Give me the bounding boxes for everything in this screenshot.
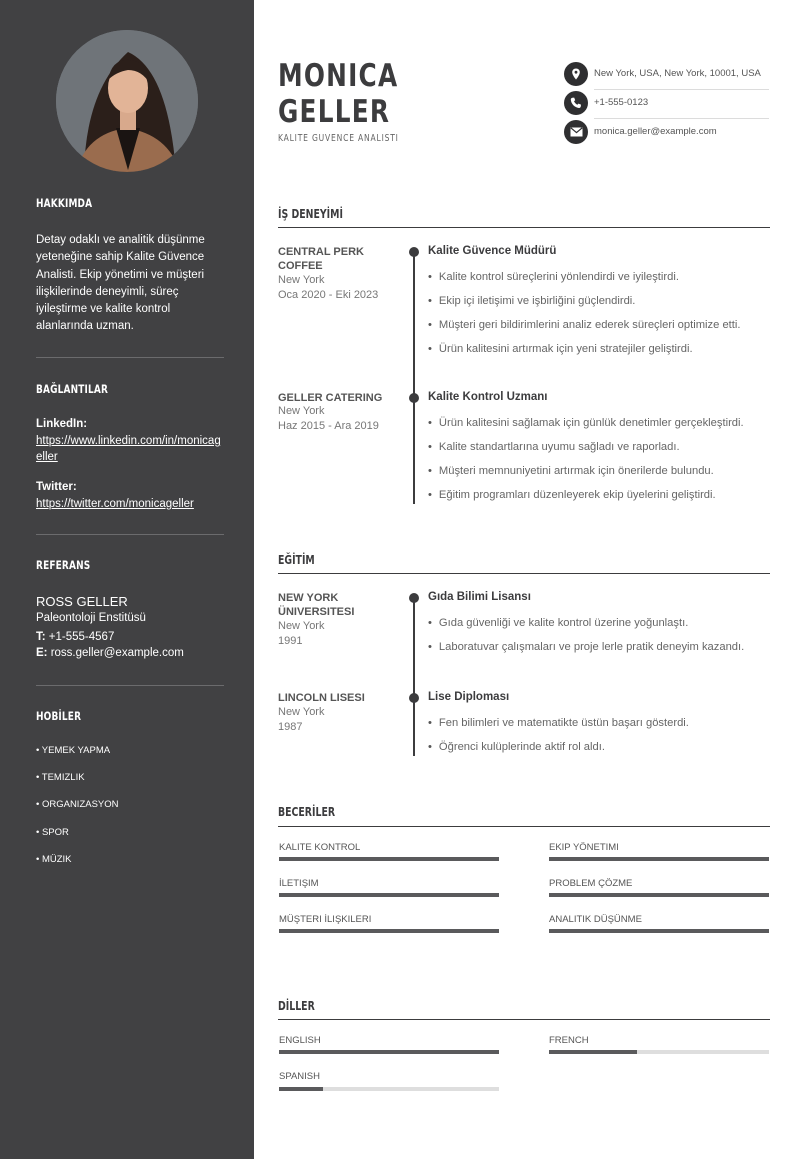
- linkedin-label: LinkedIn:: [36, 418, 88, 430]
- education-school: NEW YORK ÜNIVERSITESI: [278, 592, 355, 618]
- section-rule: [278, 1019, 770, 1020]
- hobby-item: • MÜZIK: [36, 854, 72, 865]
- reference-email-value: ross.geller@example.com: [50, 647, 184, 659]
- job-title: KALITE GÜVENCE ANALISTI: [278, 133, 399, 144]
- section-rule: [278, 227, 770, 228]
- language-bar-fill: [549, 1050, 637, 1054]
- skill-label: EKIP YÖNETIMI: [549, 842, 619, 853]
- skill-bar: [279, 857, 499, 861]
- timeline-dot: [409, 593, 419, 603]
- education-heading: EĞİTİM: [278, 553, 315, 567]
- contact-email: [564, 119, 769, 147]
- hobby-item: • YEMEK YAPMA: [36, 745, 111, 756]
- experience-bullet: • Müşteri memnuniyetini artırmak için önerilerde bulundu.: [428, 465, 714, 477]
- experience-role: Kalite Güvence Müdürü: [428, 245, 557, 257]
- education-bullet: • Laboratuvar çalışmaları ve proje lerle pratik deneyim kazandı.: [428, 641, 744, 653]
- education-bullet: • Gıda güvenliği ve kalite kontrol üzerine yoğunlaştı.: [428, 617, 688, 629]
- divider: [36, 534, 224, 535]
- languages-heading: DİLLER: [278, 999, 315, 1013]
- divider: [36, 685, 224, 686]
- timeline-dot: [409, 693, 419, 703]
- experience-bullet: • Ürün kalitesini artırmak için yeni stratejiler geliştirdi.: [428, 343, 693, 355]
- experience-heading: İŞ DENEYİMİ: [278, 207, 343, 221]
- skill-bar: [549, 857, 769, 861]
- skill-bar: [549, 893, 769, 897]
- education-location: New York: [278, 706, 325, 718]
- language-bar: [549, 1050, 769, 1054]
- reference-phone-value: +1-555-4567: [48, 631, 115, 643]
- reference-email-label: E:: [36, 647, 48, 659]
- reference-heading: REFERANS: [36, 558, 91, 572]
- twitter-label: Twitter:: [36, 481, 77, 493]
- links-heading: BAĞLANTILAR: [36, 382, 109, 396]
- reference-name: ROSS GELLER: [36, 594, 128, 609]
- timeline-line: [413, 252, 415, 504]
- experience-dates: Oca 2020 - Eki 2023: [278, 289, 379, 301]
- skill-label: MÜŞTERI İLIŞKILERI: [279, 914, 372, 925]
- contact-phone: [564, 90, 769, 118]
- skills-heading: BECERİLER: [278, 805, 336, 819]
- education-bullet: • Fen bilimleri ve matematikte üstün başarı gösterdi.: [428, 717, 689, 729]
- education-year: 1987: [278, 721, 303, 733]
- language-bar: [279, 1050, 499, 1054]
- education-degree: Gıda Bilimi Lisansı: [428, 591, 531, 603]
- sidebar: [0, 0, 254, 1159]
- skill-bar-fill: [279, 893, 499, 897]
- experience-org: CENTRAL PERK COFFEE: [278, 246, 364, 272]
- experience-role: Kalite Kontrol Uzmanı: [428, 391, 548, 403]
- skill-bar-fill: [549, 893, 769, 897]
- skill-bar-fill: [549, 857, 769, 861]
- timeline-dot: [409, 247, 419, 257]
- contact-address: [564, 61, 769, 89]
- hobby-item: • ORGANIZASYON: [36, 799, 119, 810]
- skill-label: KALITE KONTROL: [279, 842, 361, 853]
- experience-bullet: • Kalite standartlarına uyumu sağladı ve raporladı.: [428, 441, 680, 453]
- language-bar: [279, 1087, 499, 1091]
- timeline-line: [413, 598, 415, 756]
- skill-bar: [279, 929, 499, 933]
- divider: [36, 357, 224, 358]
- phone-icon: [564, 91, 588, 115]
- language-label: SPANISH: [279, 1071, 321, 1082]
- reference-org: Paleontoloji Enstitüsü: [36, 612, 146, 624]
- reference-email: [36, 647, 184, 659]
- profile-photo: [56, 30, 198, 172]
- experience-bullet: • Kalite kontrol süreçlerini yönlendirdi ve iyileştirdi.: [428, 271, 679, 283]
- section-rule: [278, 826, 770, 827]
- reference-phone-label: T:: [36, 631, 46, 643]
- experience-dates: Haz 2015 - Ara 2019: [278, 420, 379, 432]
- experience-bullet: • Müşteri geri bildirimlerini analiz ederek süreçleri optimize etti.: [428, 319, 740, 331]
- experience-location: New York: [278, 405, 325, 417]
- experience-bullet: • Ürün kalitesini sağlamak için günlük denetimler gerçekleştirdi.: [428, 417, 744, 429]
- experience-bullet: • Ekip içi iletişimi ve işbirliğini güçlendirdi.: [428, 295, 635, 307]
- skill-bar: [279, 893, 499, 897]
- language-label: FRENCH: [549, 1035, 589, 1046]
- skill-label: PROBLEM ÇÖZME: [549, 878, 633, 889]
- address-text: New York, USA, New York, 10001, USA: [594, 68, 761, 79]
- education-year: 1991: [278, 635, 303, 647]
- first-name: MONICA: [278, 58, 399, 94]
- hobby-item: • TEMIZLIK: [36, 772, 85, 783]
- education-location: New York: [278, 620, 325, 632]
- language-bar-fill: [279, 1050, 499, 1054]
- location-pin-icon: [564, 62, 588, 86]
- skill-bar-fill: [279, 857, 499, 861]
- skill-bar-fill: [279, 929, 499, 933]
- experience-bullet: • Eğitim programları düzenleyerek ekip üyelerini geliştirdi.: [428, 489, 716, 501]
- skill-bar-fill: [549, 929, 769, 933]
- hobby-item: • SPOR: [36, 827, 69, 838]
- education-school: LINCOLN LISESI: [278, 692, 365, 704]
- linkedin-link[interactable]: https://www.linkedin.com/in/monicageller: [36, 435, 221, 463]
- experience-org: GELLER CATERING: [278, 392, 383, 404]
- section-rule: [278, 573, 770, 574]
- phone-text: +1-555-0123: [594, 97, 649, 108]
- skill-label: ANALITIK DÜŞÜNME: [549, 914, 642, 925]
- hobbies-heading: HOBİLER: [36, 709, 82, 723]
- reference-phone: [36, 631, 114, 643]
- twitter-link[interactable]: https://twitter.com/monicageller: [36, 498, 194, 510]
- about-text: Detay odaklı ve analitik düşünme yeteneğine sahip Kalite Güvence Analisti. Ekip yönetimi ve müşteri ilişkilerinde deneyimli, süreç iyileştirme ve kalite kontrol alanlarında uzman.: [36, 234, 205, 333]
- language-bar-fill: [279, 1087, 323, 1091]
- language-label: ENGLISH: [279, 1035, 321, 1046]
- experience-location: New York: [278, 274, 325, 286]
- about-heading: HAKKIMDA: [36, 196, 93, 210]
- skill-label: İLETIŞIM: [279, 878, 319, 889]
- skill-bar: [549, 929, 769, 933]
- last-name: GELLER: [278, 94, 391, 130]
- education-degree: Lise Diploması: [428, 691, 510, 703]
- timeline-dot: [409, 393, 419, 403]
- envelope-icon: [564, 120, 588, 144]
- education-bullet: • Öğrenci kulüplerinde aktif rol aldı.: [428, 741, 605, 753]
- email-text: monica.geller@example.com: [594, 126, 717, 137]
